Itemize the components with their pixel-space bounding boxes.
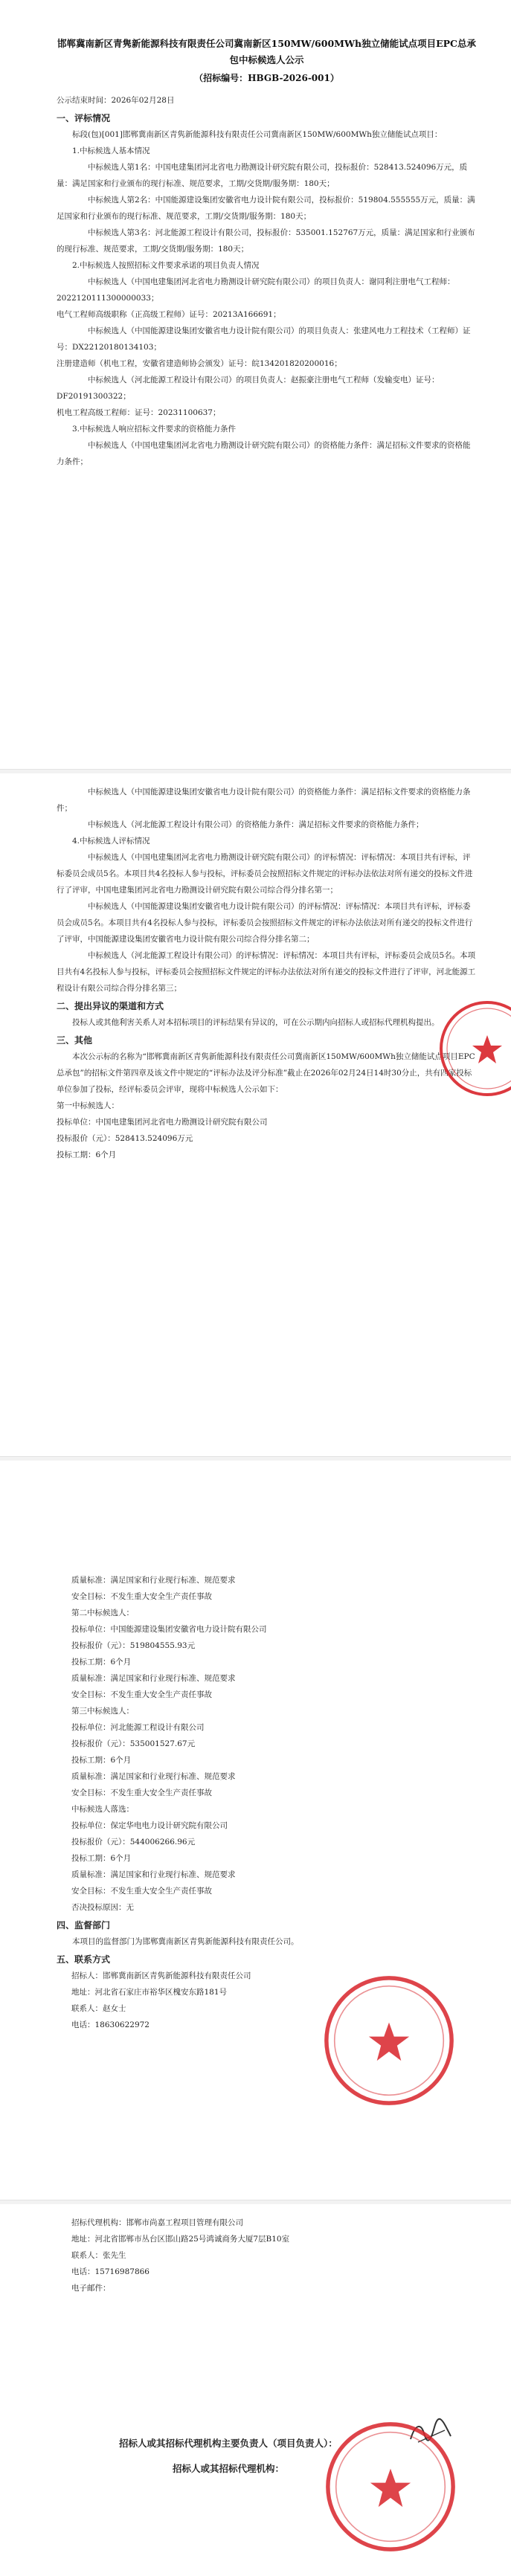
subheading-evaluation: 4.中标候选人评标情况 [72,837,150,846]
section-2-body: 投标人或其他利害关系人对本招标项目的评标结果有异议的，可在公示期内向招标人或招标代理机构提出。 [72,1018,440,1027]
tenderer-phone-label: 电话： [71,2020,95,2029]
section-3-body: 本次公示标的名称为“邯郸冀南新区青隽新能源科技有限责任公司冀南新区150MW/600MWh独立储能试点项目EPC总承包”的招标文件第四章及该文件中规定的“评标办法及评分标准”截止在2026年02月24日14时30分止，共有四家投标单位参加了投标，经评标委员会评审，现将中标候选人公示如下： [57,1052,475,1094]
third-candidate-safety: 安全目标：不发生重大安全生产责任事故 [71,1788,212,1797]
agent-phone-label: 电话： [71,2267,95,2276]
tenderer-address-label: 地址： [71,1988,95,1997]
third-candidate-period: 投标工期：6个月 [71,1756,132,1765]
pm-2: 中标候选人（中国能源建设集团安徽省电力设计院有限公司）的项目负责人：张建风电力工程技术（工程师）证号：DX22120180134103； [57,326,471,352]
evaluation-1: 中标候选人（中国电建集团河北省电力勘测设计研究院有限公司）的评标情况：评标情况：本项目共有评标，评标委员会成员5名。本项目共4名投标人参与投标，评标委员会按照招标文件规定的评标办法依法对所有递交的投标文件进行了评审，中国电建集团河北省电力勘测设计研究院有限公司综合得分排名第一； [57,853,473,895]
tenderer-seal-icon [318,1970,460,2111]
fourth-candidate-safety: 安全目标：不发生重大安全生产责任事故 [71,1887,212,1896]
document-page-2 [0,773,511,1461]
agent-label: 招标代理机构： [71,2218,126,2227]
document-page-3 [0,1461,511,2204]
section-2-heading: 二、提出异议的渠道和方式 [57,1001,164,1011]
agent-contact-row [71,2247,477,2264]
agent-row [71,2215,477,2231]
agent-email-row [71,2280,477,2296]
section-1-heading: 一、评标情况 [57,113,111,123]
agent-address-label: 地址： [71,2235,95,2244]
agent-address-row [71,2231,477,2247]
second-candidate-label: 第二中标候选人： [71,1609,134,1617]
section-4-body: 本项目的监督部门为邯郸冀南新区青隽新能源科技有限责任公司。 [72,1937,299,1946]
footer-principal-sign: 招标人或其招标代理机构主要负责人（项目负责人）： [119,2438,338,2449]
pm-1-cert: 电气工程师高级职称（正高级工程师）证号：20213A166691； [57,310,281,319]
second-candidate-safety: 安全目标：不发生重大安全生产责任事故 [71,1690,212,1699]
first-candidate-price: 投标报价（元）：528413.524096万元 [57,1134,193,1143]
tenderer-label: 招标人： [71,1971,103,1980]
agent-contact-label: 联系人： [71,2251,103,2260]
second-candidate-price: 投标报价（元）：519804555.93元 [71,1641,196,1650]
tenderer-value: 邯郸冀南新区青隽新能源科技有限责任公司 [103,1971,251,1980]
agent-email-label: 电子邮件： [71,2284,111,2293]
fourth-candidate-name: 投标单位：保定华电电力设计研究院有限公司 [71,1821,228,1830]
official-seal-icon [435,996,511,1101]
third-candidate-price: 投标报价（元）：535001527.67元 [71,1739,196,1748]
fourth-candidate-quality: 质量标准：满足国家和行业现行标准、规范要求 [71,1870,236,1879]
pm-2-cert: 注册建造师（机电工程，安徽省建造师协会颁发）证号：皖134201820200016； [57,359,342,368]
first-candidate-label: 第一中标候选人： [57,1101,119,1110]
document-page-1 [0,0,511,773]
section-3-heading: 三、其他 [57,1035,93,1046]
tenderer-phone-value: 18630622972 [94,2020,150,2029]
pm-3-cert: 机电工程高级工程师：证号：20231100637； [57,408,221,417]
subheading-qualification: 3.中标候选人响应招标文件要求的资格能力条件 [72,425,237,434]
third-candidate-quality: 质量标准：满足国家和行业现行标准、规范要求 [71,1772,236,1781]
agent-seal-icon [320,2416,461,2557]
agent-address-value: 河北省邯郸市丛台区邯山路25号鸿诚商务大厦7层B10室 [94,2235,290,2244]
fourth-candidate-label: 中标候选人落选： [71,1805,134,1814]
subheading-project-manager: 2.中标候选人按照招标文件要求承诺的项目负责人情况 [72,261,260,270]
agent-phone-row [71,2264,477,2280]
first-candidate-safety: 安全目标：不发生重大安全生产责任事故 [71,1592,212,1601]
agent-contact-value: 张先生 [103,2251,126,2260]
tenderer-address-value: 河北省石家庄市裕华区槐安东路181号 [94,1988,228,1997]
document-page-4 [0,2204,511,2576]
pm-1: 中标候选人（中国电建集团河北省电力勘测设计研究院有限公司）的项目负责人：谢同利注册电气工程师：2022120111300000033； [57,277,455,303]
tenderer-contact-label: 联系人： [71,2004,103,2013]
first-candidate-quality: 质量标准：满足国家和行业现行标准、规范要求 [71,1576,236,1585]
tenderer-contact-value: 赵女士 [103,2004,126,2013]
section-5-heading: 五、联系方式 [57,1954,111,1965]
footer-agent-sign: 招标人或其招标代理机构： [173,2463,285,2474]
fourth-candidate-price: 投标报价（元）：544006266.96元 [71,1838,196,1846]
candidate-2: 中标候选人第2名：中国能源建设集团安徽省电力设计院有限公司，投标报价：519804.555555万元，质量：满足国家和行业颁布的现行标准、规范要求，工期/交货期/服务期：180天； [57,196,475,221]
evaluation-3: 中标候选人（河北能源工程设计有限公司）的评标情况：评标情况：本项目共有评标，评标委员会成员5名。本项目共有4名投标人参与投标，评标委员会按照招标文件规定的评标办法依法对所有递交的投标文件进行了评审，河北能源工程设计有限公司综合得分排名第三； [57,951,476,993]
pm-3: 中标候选人（河北能源工程设计有限公司）的项目负责人：赵振豪注册电气工程师（发输变电）证号：DF20191300322； [57,376,440,401]
section-4-heading: 四、监督部门 [57,1920,111,1931]
qualification-1: 中标候选人（中国电建集团河北省电力勘测设计研究院有限公司）的资格能力条件：满足招标文件要求的资格能力条件； [57,441,471,466]
qualification-3: 中标候选人（河北能源工程设计有限公司）的资格能力条件：满足招标文件要求的资格能力条件； [88,820,424,829]
candidate-3: 中标候选人第3名：河北能源工程设计有限公司，投标报价：535001.152767万元，质量：满足国家和行业颁布的现行标准、规范要求，工期/交货期/服务期：180天； [57,228,475,254]
qualification-2: 中标候选人（中国能源建设集团安徽省电力设计院有限公司）的资格能力条件：满足招标文件要求的资格能力条件； [57,788,471,813]
agent-value: 邯郸市尚嘉工程项目管理有限公司 [126,2218,243,2227]
second-candidate-period: 投标工期：6个月 [71,1658,132,1667]
fourth-candidate-review: 否决投标原因：无 [71,1903,134,1912]
evaluation-2: 中标候选人（中国能源建设集团安徽省电力设计院有限公司）的评标情况：评标情况：本项目共有评标，评标委员会成员5名。本项目共有4名投标人参与投标，评标委员会按照招标文件规定的评标办法依法对所有递交的投标文件进行了评审，中国能源建设集团安徽省电力设计院有限公司综合得分排名第二； [57,902,473,944]
third-candidate-name: 投标单位：河北能源工程设计有限公司 [71,1723,205,1732]
publish-date: 公示结束时间：2026年02月28日 [57,96,175,105]
document-title: 邯郸冀南新区青隽新能源科技有限责任公司冀南新区150MW/600MWh独立储能试点项目EPC总承包中标候选人公示 [57,38,476,65]
agent-phone-value: 15716987866 [94,2267,150,2276]
third-candidate-label: 第三中标候选人： [71,1707,134,1716]
first-candidate-name: 投标单位：中国电建集团河北省电力勘测设计研究院有限公司 [57,1118,268,1127]
second-candidate-name: 投标单位：中国能源建设集团安徽省电力设计院有限公司 [71,1625,267,1634]
tender-code: （招标编号：HBGB-2026-001） [194,73,339,83]
subheading-candidates: 1.中标候选人基本情况 [72,146,150,155]
second-candidate-quality: 质量标准：满足国家和行业现行标准、规范要求 [71,1674,236,1683]
fourth-candidate-period: 投标工期：6个月 [71,1854,132,1863]
section-1-intro: 标段(包)[001]邯郸冀南新区青隽新能源科技有限责任公司冀南新区150MW/600MWh独立储能试点项目： [72,130,443,139]
first-candidate-period: 投标工期：6个月 [57,1150,117,1159]
candidate-1: 中标候选人第1名：中国电建集团河北省电力勘测设计研究院有限公司，投标报价：528413.524096万元，质量：满足国家和行业颁布的现行标准、规范要求，工期/交货期/服务期：180天； [57,163,468,188]
